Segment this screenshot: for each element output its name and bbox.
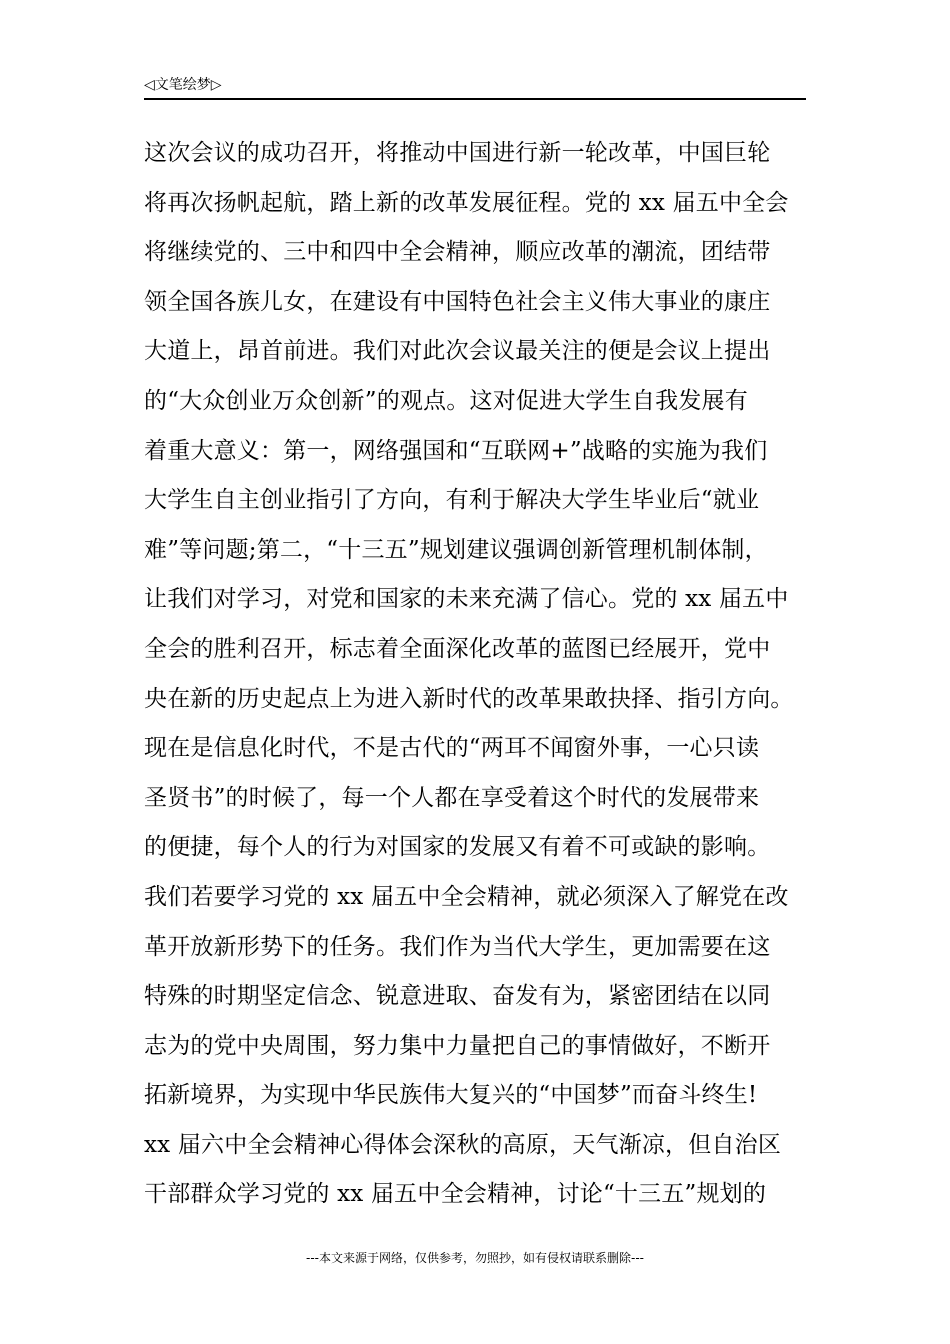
- text-line: 大道上，昂首前进。我们对此次会议最关注的便是会议上提出: [144, 338, 771, 365]
- text-line: 我们若要学习党的 xx 届五中全会精神，就必须深入了解党在改: [144, 883, 789, 910]
- text-line: 领全国各族儿女，在建设有中国特色社会主义伟大事业的康庄: [144, 288, 771, 315]
- text-line: 央在新的历史起点上为进入新时代的改革果敢抉择、指引方向。: [144, 685, 794, 712]
- text-line: xx 届六中全会精神心得体会深秋的高原，天气渐凉，但自治区: [144, 1131, 782, 1158]
- page-footer: ---本文来源于网络，仅供参考，勿照抄，如有侵权请联系删除---: [306, 1251, 644, 1265]
- text-line: 将再次扬帆起航，踏上新的改革发展征程。党的 xx 届五中全会: [144, 189, 789, 216]
- text-line: 的便捷，每个人的行为对国家的发展又有着不可或缺的影响。: [144, 834, 771, 861]
- text-line: 圣贤书”的时候了，每一个人都在享受着这个时代的发展带来: [144, 784, 760, 811]
- text-line: 的“大众创业万众创新”的观点。这对促进大学生自我发展有: [144, 387, 748, 414]
- text-line: 革开放新形势下的任务。我们作为当代大学生，更加需要在这: [144, 933, 771, 960]
- text-line: 这次会议的成功召开，将推动中国进行新一轮改革，中国巨轮: [144, 140, 771, 166]
- header-title: ◁文笔绘梦▷: [144, 77, 222, 93]
- text-line: 拓新境界，为实现中华民族伟大复兴的“中国梦”而奋斗终生!: [144, 1082, 758, 1109]
- text-line: 难”等问题;第二，“十三五”规划建议强调创新管理机制体制，: [144, 536, 768, 563]
- text-line: 干部群众学习党的 xx 届五中全会精神，讨论“十三五”规划的: [144, 1181, 767, 1208]
- text-line: 志为的党中央周围，努力集中力量把自己的事情做好，不断开: [144, 1032, 771, 1059]
- text-line: 大学生自主创业指引了方向，有利于解决大学生毕业后“就业: [144, 487, 760, 514]
- text-line: 将继续党的、三中和四中全会精神，顺应改革的潮流，团结带: [144, 239, 771, 266]
- text-line: 全会的胜利召开，标志着全面深化改革的蓝图已经展开，党中: [144, 635, 771, 662]
- document-body: [144, 129, 824, 1220]
- text-line: 现在是信息化时代，不是古代的“两耳不闻窗外事，一心只读: [144, 735, 760, 762]
- page-header: [144, 74, 806, 100]
- text-line: 让我们对学习，对党和国家的未来充满了信心。党的 xx 届五中: [144, 586, 789, 613]
- text-line: 着重大意义：第一，网络强国和“互联网+”战略的实施为我们: [144, 437, 768, 464]
- text-line: 特殊的时期坚定信念、锐意进取、奋发有为，紧密团结在以同: [144, 983, 771, 1010]
